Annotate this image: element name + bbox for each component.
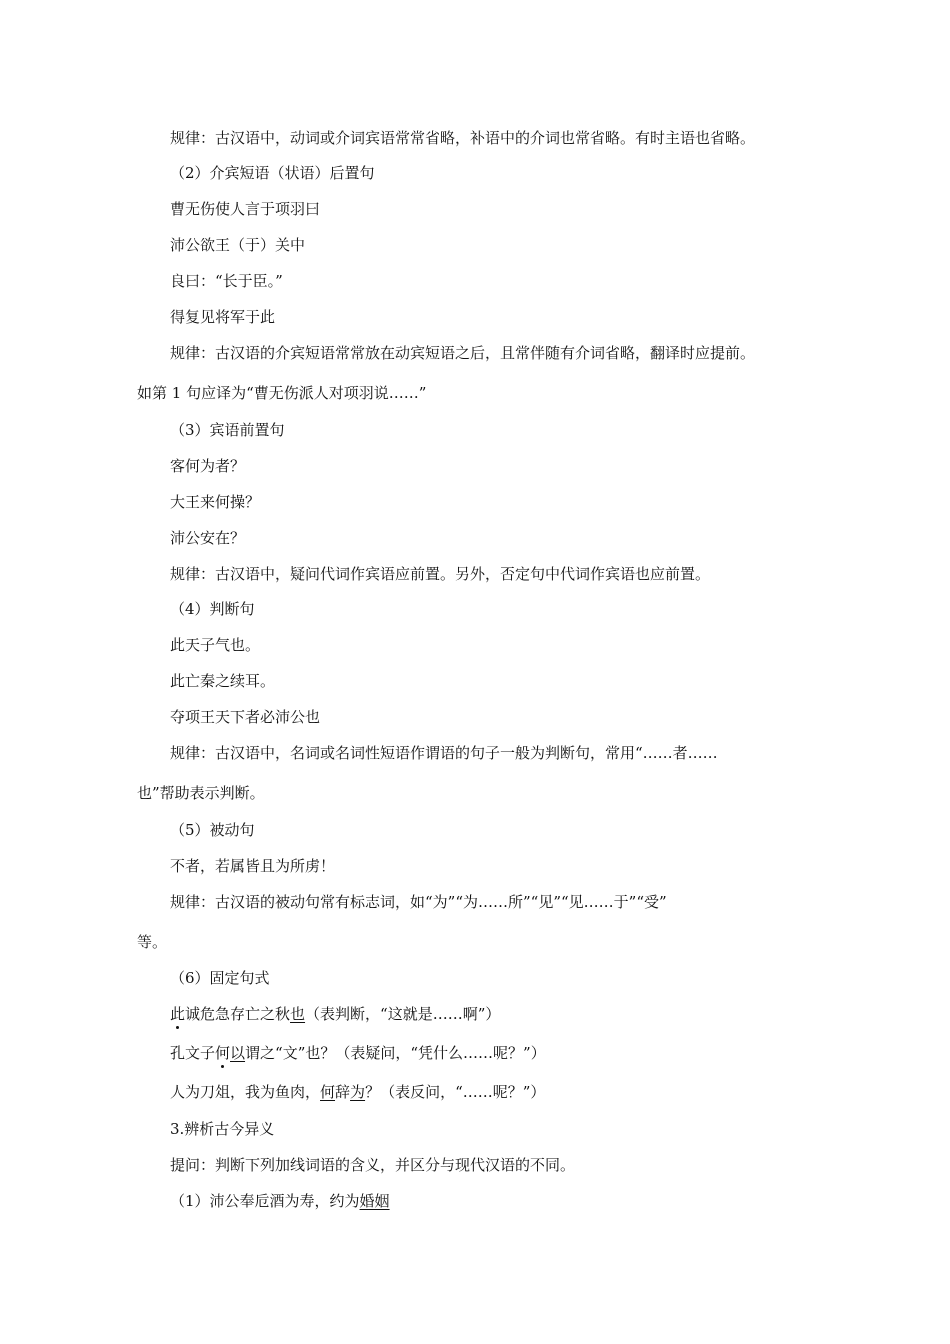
text-line: 规律：古汉语中，疑问代词作宾语应前置。另外，否定句中代词作宾语也应前置。	[170, 565, 711, 583]
text-line: （5）被动句	[170, 821, 255, 839]
emphasis-dot-char: 此	[170, 1005, 186, 1023]
example-text: 诚危急存亡之秋	[185, 1005, 291, 1023]
text-line: 规律：古汉语中，名词或名词性短语作谓语的句子一般为判断句，常用“……者……	[170, 744, 718, 762]
text-line: 也”帮助表示判断。	[137, 784, 265, 802]
text-line: 此亡秦之续耳。	[170, 672, 276, 690]
text-line: 夺项王天下者必沛公也	[170, 708, 321, 726]
example-text: 人为刀俎，我为鱼肉，	[170, 1083, 321, 1101]
text-line: 等。	[137, 933, 168, 951]
fixed-pattern-example	[0, 1042, 950, 1064]
fixed-pattern-example	[0, 1081, 950, 1103]
example-note: ？（表反问，“……呢？”）	[365, 1083, 546, 1101]
emphasis-dot-char: 何	[215, 1044, 231, 1062]
text-line: 如第 1 句应译为“曹无伤派人对项羽说……”	[137, 384, 427, 402]
text-line: （3）宾语前置句	[170, 421, 285, 439]
text-line: 规律：古汉语的介宾短语常常放在动宾短语之后，且常伴随有介词省略，翻译时应提前。	[170, 344, 756, 362]
example-note: （表判断，“这就是……啊”）	[305, 1005, 501, 1023]
text-line: 沛公安在？	[170, 529, 246, 547]
underlined-word: 也	[290, 1005, 306, 1023]
text-line: 得复见将军于此	[170, 308, 276, 326]
example-text: 辞	[335, 1083, 351, 1101]
question-prompt: 提问：判断下列加线词语的含义，并区分与现代汉语的不同。	[170, 1156, 576, 1174]
fixed-pattern-example	[0, 1003, 950, 1025]
underlined-word: 何	[320, 1083, 336, 1101]
text-line: （6）固定句式	[170, 969, 270, 987]
text-line: 不者，若属皆且为所虏！	[170, 857, 336, 875]
text-line: 曹无伤使人言于项羽曰	[170, 200, 321, 218]
list-item	[0, 1190, 950, 1212]
underlined-word: 为	[350, 1083, 366, 1101]
text-line: 规律：古汉语的被动句常有标志词，如“为”“为……所”“见”“见……于”“受”	[170, 893, 667, 911]
underlined-word: 以	[230, 1044, 246, 1062]
text-line: 良曰：“长于臣。”	[170, 272, 283, 290]
item-text: （1）沛公奉卮酒为寿，约为	[170, 1192, 360, 1210]
underlined-word: 婚姻	[359, 1192, 390, 1210]
text-line: 规律：古汉语中，动词或介词宾语常常省略，补语中的介词也常省略。有时主语也省略。	[170, 129, 756, 147]
text-line: 沛公欲王（于）关中	[170, 236, 306, 254]
example-text: 孔文子	[170, 1044, 216, 1062]
example-note: 谓之“文”也？（表疑问，“凭什么……呢？”）	[245, 1044, 546, 1062]
text-line: （4）判断句	[170, 600, 255, 618]
text-line: 此天子气也。	[170, 636, 261, 654]
section-heading: 3.辨析古今异义	[170, 1120, 275, 1138]
text-line: 大王来何操？	[170, 493, 261, 511]
text-line: 客何为者？	[170, 457, 246, 475]
text-line: （2）介宾短语（状语）后置句	[170, 164, 375, 182]
